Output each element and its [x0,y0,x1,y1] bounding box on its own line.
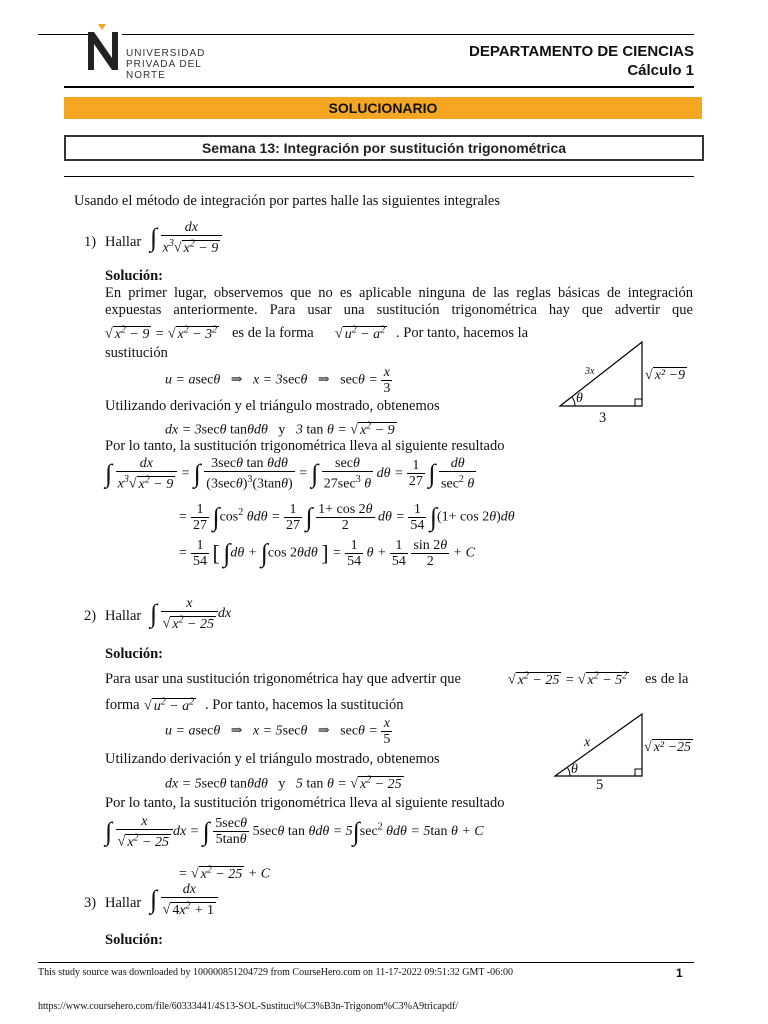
problem1-differential: dx = 3secθ tanθdθ y 3 tan θ = √ $x^2 - 9$ [165,420,395,438]
problem1-text-f: Por lo tanto, la sustitución trigonométrica lleva al siguiente resultado [105,438,505,454]
course-title: Cálculo 1 [627,62,694,79]
problem2-solucion: Solución: [105,646,164,662]
problem1-text-a: En primer lugar, observemos que no es aplicable ninguna de las reglas básicas de integración [105,285,693,301]
banner-title: SOLUCIONARIO [328,100,438,116]
problem2-integral: ∫ $\frac{x}{√ x^2 - 25}$ dx [150,596,232,632]
problem1-text-d: sustitución [105,345,168,361]
problem1-text-c1: es de la forma [232,325,314,341]
footer-source: This study source was downloaded by 100000851204729 from CourseHero.com on 11-17-2022 09:51:32 GMT -06:00 [38,967,513,978]
triangle2-hyp: x [584,735,591,750]
week-title-box [64,135,704,161]
problem2-text-a2: es de la [645,671,689,687]
logo-emblem-icon [84,24,124,74]
triangle2-adj: 5 [596,777,604,793]
problem1-hallar: Hallar [105,234,142,250]
problem1-result-line1: ∫ $\frac{dx}{x^3√ x^2 - 9}$ = ∫ $\frac{\text{3secθ tan θdθ}}{(3\sec\theta)^3(3\tan\theta)}$ = ∫ $\frac{\sec\theta}{27\sec^3 \theta}$ dθ = $\frac{1}{27}$ ∫ $\frac{d\theta}{\sec^2 \theta}$ [105,456,475,492]
footer-url[interactable]: https://www.coursehero.com/file/60333441/4S13-SOL-Sustituci%C3%B3n-Trigonom%C3%A9tricapdf/ [38,1001,459,1012]
problem2-result-line2: = √ $x^2 - 25 + C$ [178,864,271,882]
problem1-sqrt-identity: √ $x^2 - 9$ = √ $x^2 - 3^2$ [105,324,218,342]
problem2-result-line1: ∫ $\frac{x}{√ x^2 - 25}$ dx = ∫ $\frac{5\sec\theta}{5\tan\theta}$ 5secθ $\tan \theta d\theta = 5\int\sec^2$ θdθ = 5tan θ + C [105,814,484,850]
problem2-triangle: x θ 5 √ x² −25 [550,710,710,795]
problem1-result-line2: = $\frac{1}{27}$ $\int\cos^2$ θdθ = $\frac{1}{27}$ ∫ $\frac{1+ \cos 2\theta}{2}$ dθ = $\frac{1}{54}$ ∫(1+ cos 2θ)dθ [178,502,515,533]
problem2-text-f: Por lo tanto, la sustitución trigonométrica lleva al siguiente resultado [105,795,505,811]
header-rule-left [38,34,88,35]
triangle2-opp: x² −25 [653,740,692,755]
problem3-integral: ∫ $\frac{dx}{√ 4x^2 + 1}$ [150,882,218,918]
triangle1-angle: θ [576,391,583,406]
problem1-number: 1) [84,234,97,250]
header-underline [64,86,694,88]
problem1-text-c2: . Por tanto, hacemos la [396,325,529,341]
problem1-triangle: 3x θ 3 √ x² −9 [555,340,705,430]
problem1-result-line3: = $\frac{1}{54}$ [ ∫dθ + ∫cos 2θdθ ] = $\frac{1}{54}$ θ + $\frac{1}{54}$ $\frac{\sin 2\theta}{2}$ + C [178,538,475,569]
triangle1-adj: 3 [599,410,607,426]
problem3-solucion: Solución: [105,932,164,948]
problem1-form: √ $u^2 - a^2$ [335,324,386,342]
triangle1-opp: x² −9 [654,368,686,383]
triangle2-angle: θ [571,762,578,777]
footer-rule [38,962,694,963]
problem2-text-e: Utilizando derivación y el triángulo mostrado, obtenemos [105,751,440,767]
triangle1-hyp: 3x [585,366,595,377]
triangle1-shape-icon [555,340,705,430]
logo-text-line2: PRIVADA DEL NORTE [126,59,202,81]
problem2-substitution: u = asecθ ⇒ x = 5secθ ⇒ secθ = $\frac{x}{5}$ [165,716,391,747]
problem2-text-b2: . Por tanto, hacemos la sustitución [205,697,404,713]
intro-text: Usando el método de integración por partes halle las siguientes integrales [74,193,501,209]
problem2-hallar: Hallar [105,608,142,624]
problem2-text-b1: forma [105,697,140,713]
problem1-solucion: Solución: [105,268,164,284]
problem1-text-b: expuestas anteriormente. Para usar una sustitución trigonométrica hay que advertir que [105,302,693,318]
problem2-differential: dx = 5secθ tanθdθ y 5 tan θ = √ $x^2 - 25$ [165,774,402,792]
section-rule [64,176,694,177]
problem1-substitution: u = asecθ ⇒ x = 3secθ ⇒ secθ = $\frac{x}{3}$ [165,365,391,396]
solucionario-banner [64,97,702,119]
university-logo [84,24,224,84]
problem3-hallar: Hallar [105,895,142,911]
problem2-number: 2) [84,608,97,624]
problem1-text-e: Utilizando derivación y el triángulo mostrado, obtenemos [105,398,440,414]
problem1-integral: ∫ $\frac{dx}{x^3√ x^2 - 9}$ [150,220,222,256]
problem2-sqrt-identity: √ $x^2 - 25$ = √ $x^2 - 5^2$ [508,670,628,688]
problem2-form: √ $u^2 - a^2$ [144,696,195,714]
problem2-text-a: Para usar una sustitución trigonométrica hay que advertir que [105,671,461,687]
logo-text-line1: UNIVERSIDAD [126,48,206,59]
week-title: Semana 13: Integración por sustitución trigonométrica [201,140,567,156]
department-title: DEPARTAMENTO DE CIENCIAS [468,43,694,60]
footer-page-number: 1 [676,966,683,980]
problem3-number: 3) [84,895,97,911]
